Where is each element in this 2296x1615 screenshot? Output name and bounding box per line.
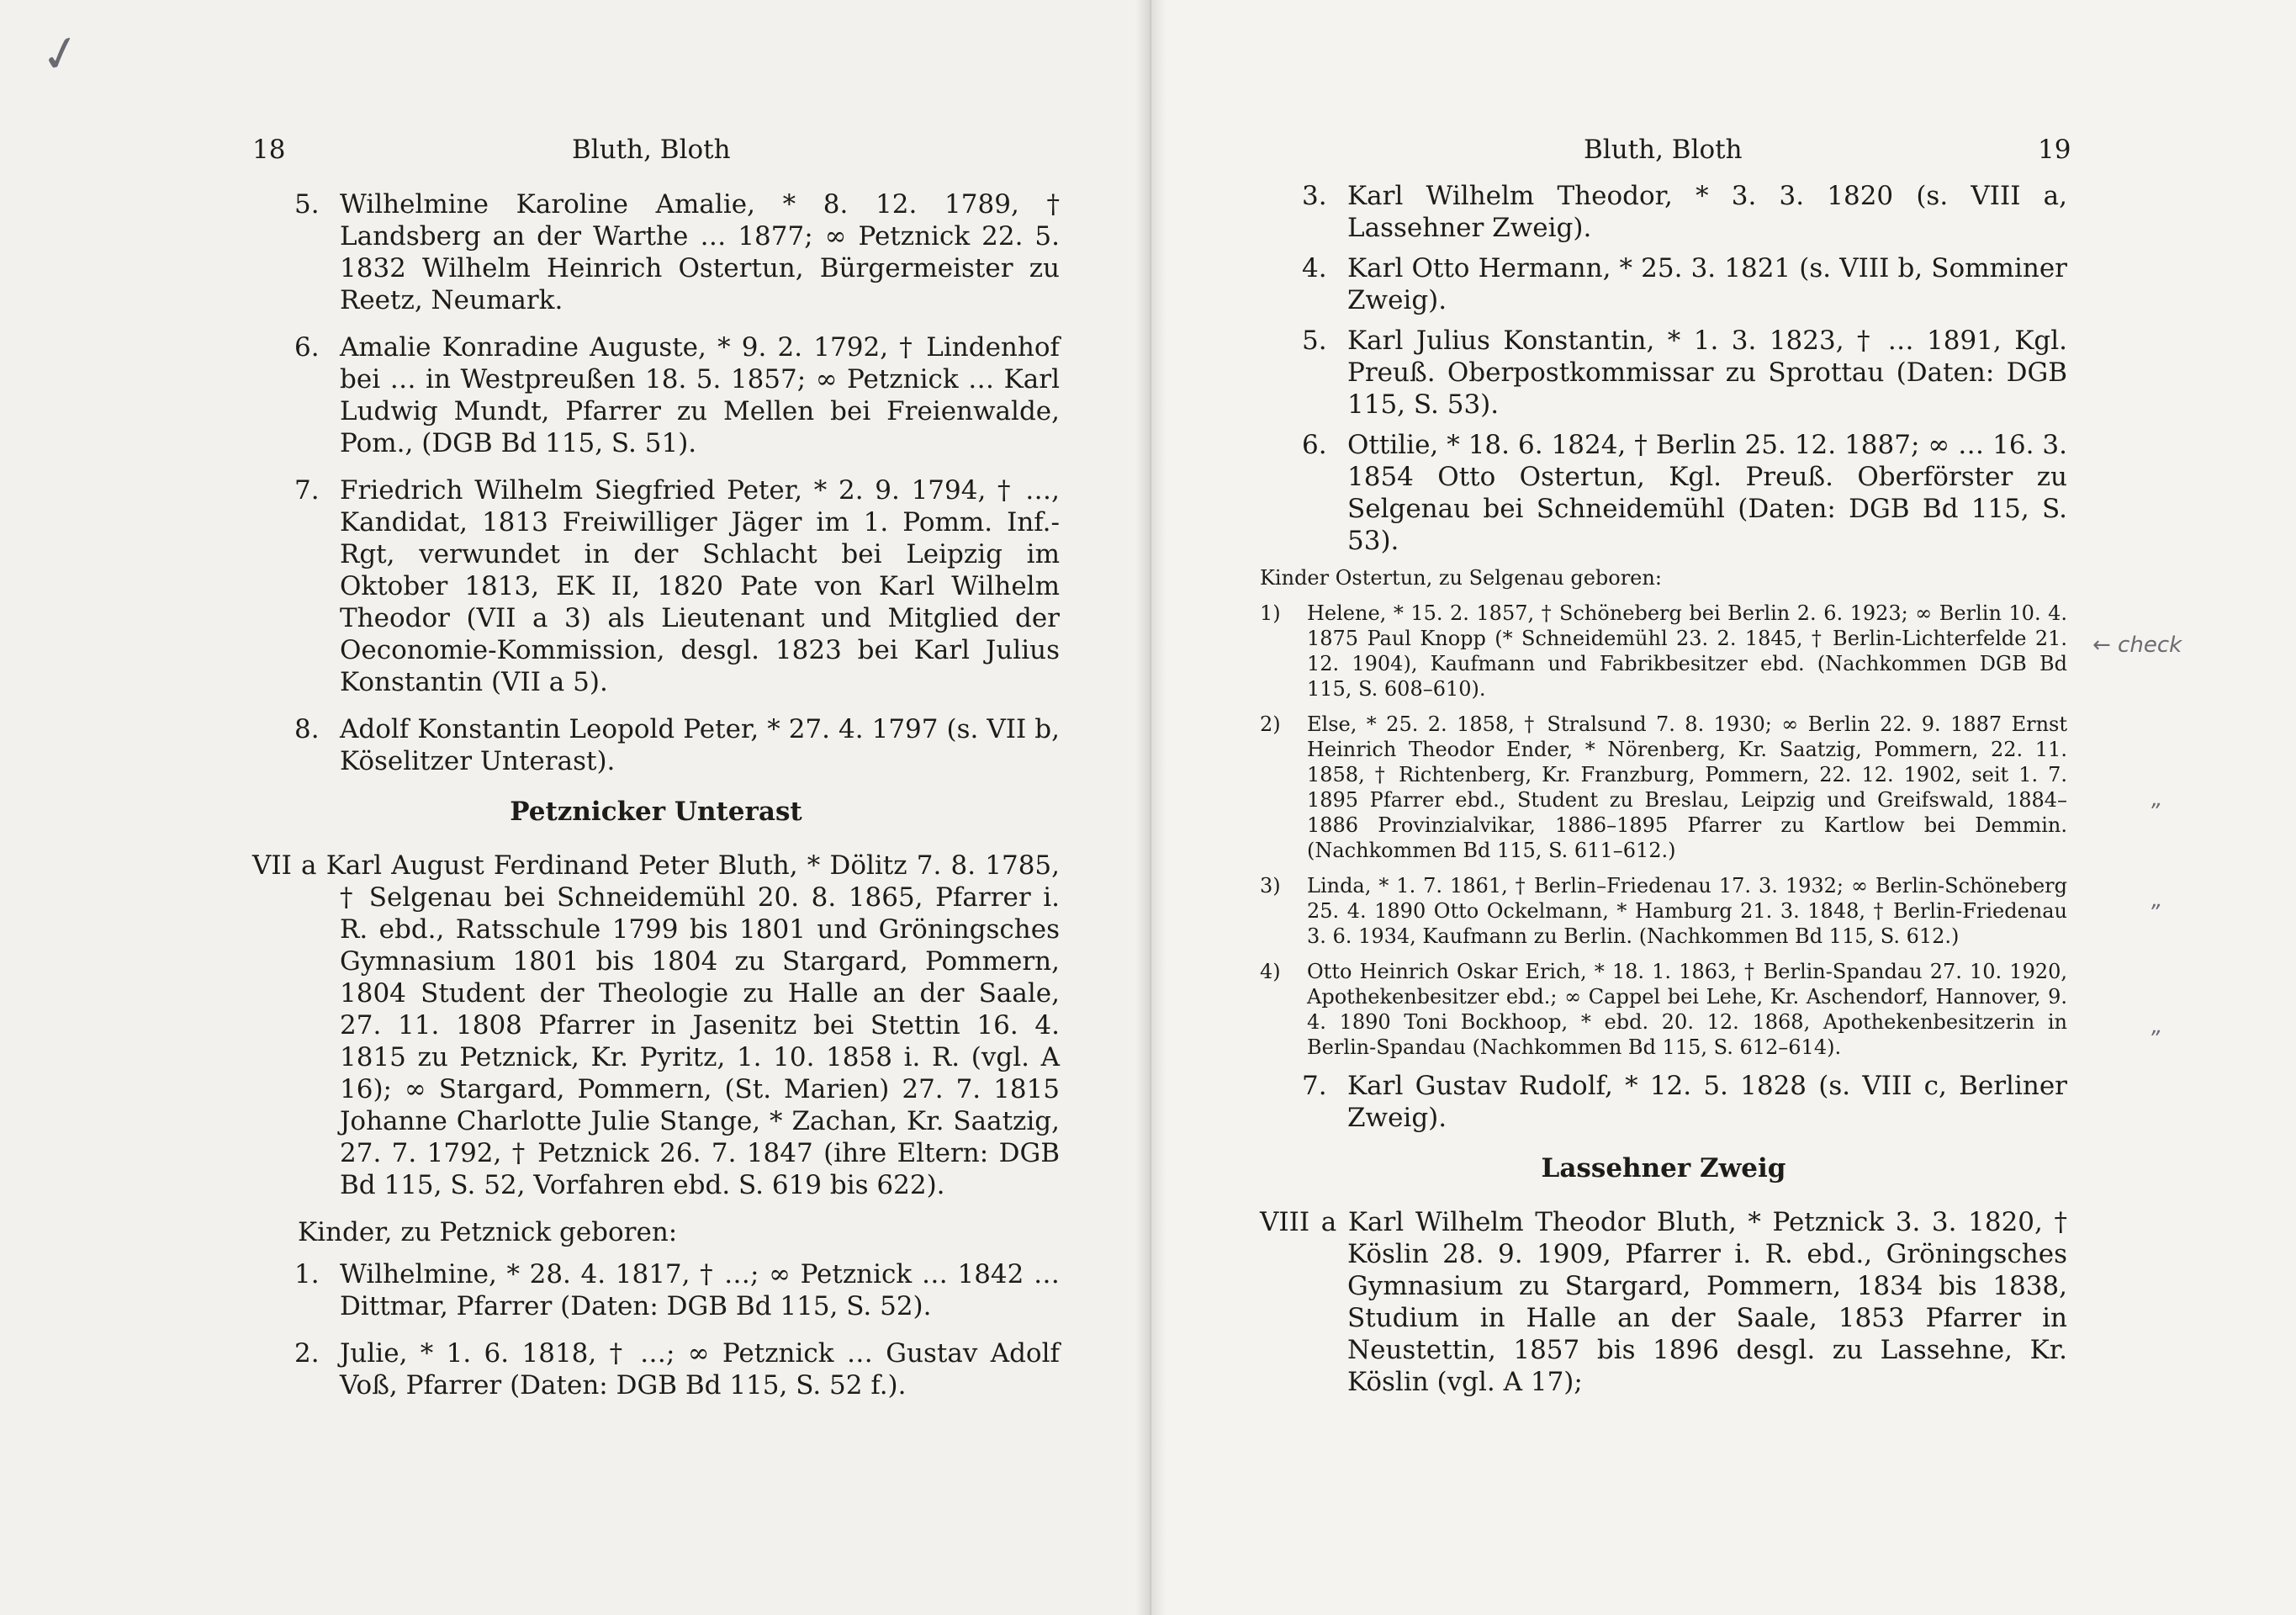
list-item: 5. Wilhelmine Karoline Amalie, * 8. 12. 1789, † Landsberg an der Warthe … 1877; ∞ Petznick 22. 5. 1832 Wilhelm Heinrich Ostertun, Bürgermeister zu Reetz, Neumark.: [294, 189, 1060, 315]
list-item: 1. Wilhelmine, * 28. 4. 1817, † …; ∞ Petznick … 1842 … Dittmar, Pfarrer (Daten: DGB Bd 115, S. 52).: [294, 1259, 1060, 1321]
small-children-intro: Kinder Ostertun, zu Selgenau geboren:: [1260, 566, 1662, 590]
section-title-petznicker: Petznicker Unterast: [510, 797, 802, 827]
margin-note-check: ← check: [2092, 633, 2182, 658]
small-list-item: 4) Otto Heinrich Oskar Erich, * 18. 1. 1863, † Berlin-Spandau 27. 10. 1920, Apothekenbesitzer ebd.; ∞ Cappel bei Lehe, Kr. Aschendorf, Hannover, 9. 4. 1890 Toni Bockhoop, * ebd. 20. 12. 1868, Apothekenbesitzerin in Berlin-Spandau (Nachkommen Bd 115, S. 612–614).: [1260, 960, 2067, 1059]
page-number-left: 18: [252, 135, 286, 165]
small-list-item: 3) Linda, * 1. 7. 1861, † Berlin–Friedenau 17. 3. 1932; ∞ Berlin-Schöneberg 25. 4. 1890 Otto Ockelmann, * Hamburg 21. 3. 1848, † Berlin-Friedenau 3. 6. 1934, Kaufmann zu Berlin. (Nachkommen Bd 115, S. 612.): [1260, 874, 2067, 948]
running-head-right: Bluth, Bloth: [1584, 135, 1743, 165]
list-item: 4. Karl Otto Hermann, * 25. 3. 1821 (s. VIII b, Somminer Zweig).: [1302, 253, 2067, 315]
pencil-check-icon: ✓: [34, 21, 87, 87]
right-page: [1151, 0, 2296, 1615]
list-item: 6. Amalie Konradine Auguste, * 9. 2. 1792, † Lindenhof bei … in Westpreußen 18. 5. 1857; ∞ Petznick … Karl Ludwig Mundt, Pfarrer zu Mellen bei Freienwalde, Pom., (DGB Bd 115, S. 51).: [294, 332, 1060, 458]
list-item: 7. Karl Gustav Rudolf, * 12. 5. 1828 (s. VIII c, Berliner Zweig).: [1302, 1071, 2067, 1133]
ditto-mark: „: [2151, 1014, 2163, 1039]
list-item: 2. Julie, * 1. 6. 1818, † …; ∞ Petznick … Gustav Adolf Voß, Pfarrer (Daten: DGB Bd 115, S. 52 f.).: [294, 1338, 1060, 1401]
small-list-item: 2) Else, * 25. 2. 1858, † Stralsund 7. 8. 1930; ∞ Berlin 22. 9. 1887 Ernst Heinrich Theodor Ender, * Nörenberg, Kr. Saatzig, Pommern, 22. 11. 1858, † Richtenberg, Kr. Franzburg, Pommern, 22. 12. 1902, seit 1. 7. 1895 Pfarrer ebd., Student zu Breslau, Leipzig und Greifswald, 1884–1886 Provinzialvikar, 1886–1895 Pfarrer zu Kartlow bei Demmin. (Nachkommen Bd 115, S. 611–612.): [1260, 712, 2067, 862]
list-item: 3. Karl Wilhelm Theodor, * 3. 3. 1820 (s. VIII a, Lassehner Zweig).: [1302, 181, 2067, 243]
page-number-right: 19: [2038, 135, 2071, 165]
list-item: 7. Friedrich Wilhelm Siegfried Peter, * 2. 9. 1794, † …, Kandidat, 1813 Freiwilliger Jäger im 1. Pomm. Inf.-Rgt, verwundet in der Schlacht bei Leipzig im Oktober 1813, EK II, 1820 Pate von Karl Wilhelm Theodor (VII a 3) als Lieutenant und Mitglied der Oeconomie-Kommission, desgl. 1823 bei Karl Julius Konstantin (VII a 5).: [294, 475, 1060, 697]
ditto-mark: „: [2151, 887, 2163, 913]
list-item: 6. Ottilie, * 18. 6. 1824, † Berlin 25. 12. 1887; ∞ … 16. 3. 1854 Otto Ostertun, Kgl. Preuß. Oberförster zu Selgenau bei Schneidemühl (Daten: DGB Bd 115, S. 53).: [1302, 430, 2067, 556]
book-gutter: [1135, 0, 1166, 1615]
genealogy-main-entry: VIII a Karl Wilhelm Theodor Bluth, * Petznick 3. 3. 1820, † Köslin 28. 9. 1909, Pfarrer i. R. ebd., Gröningsches Gymnasium zu Stargard, Pommern, 1834 bis 1838, Studium in Halle an der Saale, 1853 Pfarrer in Neustettin, 1857 bis 1896 desgl. zu Lassehne, Kr. Köslin (vgl. A 17);: [1260, 1207, 2067, 1397]
left-text-column: [252, 188, 1060, 1416]
right-text-column: [1260, 180, 2067, 1413]
ditto-mark: „: [2151, 786, 2163, 812]
list-item: 5. Karl Julius Konstantin, * 1. 3. 1823, † … 1891, Kgl. Preuß. Oberpostkommissar zu Sprottau (Daten: DGB 115, S. 53).: [1302, 326, 2067, 420]
list-item: 8. Adolf Konstantin Leopold Peter, * 27. 4. 1797 (s. VII b, Köselitzer Unterast).: [294, 714, 1060, 776]
children-intro: Kinder, zu Petznick geboren:: [298, 1217, 678, 1247]
genealogy-main-entry: VII a Karl August Ferdinand Peter Bluth, * Dölitz 7. 8. 1785, † Selgenau bei Schneidemühl 20. 8. 1865, Pfarrer i. R. ebd., Ratsschule 1799 bis 1801 und Gröningsches Gymnasium 1801 bis 1804 zu Stargard, Pommern, 1804 Student der Theologie zu Halle an der Saale, 27. 11. 1808 Pfarrer in Jasenitz bei Stettin 16. 4. 1815 zu Petznick, Kr. Pyritz, 1. 10. 1858 i. R. (vgl. A 16); ∞ Stargard, Pommern, (St. Marien) 27. 7. 1815 Johanne Charlotte Julie Stange, * Zachan, Kr. Saatzig, 27. 7. 1792, † Petznick 26. 7. 1847 (ihre Eltern: DGB Bd 115, S. 52, Vorfahren ebd. S. 619 bis 622).: [252, 850, 1060, 1200]
small-list-item: 1) Helene, * 15. 2. 1857, † Schöneberg bei Berlin 2. 6. 1923; ∞ Berlin 10. 4. 1875 Paul Knopp (* Schneidemühl 23. 2. 1845, † Berlin-Lichterfelde 21. 12. 1904), Kaufmann und Fabrikbesitzer ebd. (Nachkommen DGB Bd 115, S. 608–610).: [1260, 601, 2067, 701]
running-head-left: Bluth, Bloth: [572, 135, 731, 165]
section-title-lassehner: Lassehner Zweig: [1541, 1153, 1786, 1183]
